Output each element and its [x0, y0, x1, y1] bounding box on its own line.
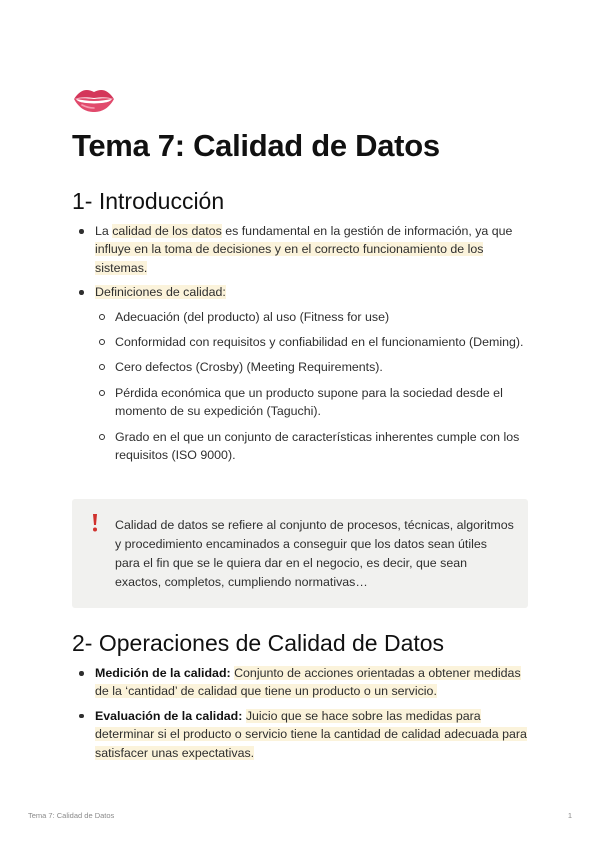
list-item-calidad-datos: [72, 222, 528, 277]
highlight-evaluacion: Juicio que se hace sobre las medidas para determinar si el producto o servicio tiene la cantidad de calidad adecuada para satisfacer unas expectativas.: [95, 708, 527, 760]
list-item-definiciones: [72, 283, 528, 464]
highlight-influye: influye en la toma de decisiones y en el correcto funcionamiento de los sistemas.: [95, 242, 484, 275]
section-heading-introduccion: 1- Introducción: [72, 188, 225, 214]
page-title: Tema 7: Calidad de Datos: [72, 128, 440, 163]
footer-title: Tema 7: Calidad de Datos: [28, 811, 115, 820]
definition-item: Adecuación (del producto) al uso (Fitness for use): [95, 308, 528, 326]
highlight-definiciones: Definiciones de calidad:: [95, 285, 226, 300]
text-segment: La: [95, 224, 113, 238]
term-medicion: Medición de la calidad:: [95, 666, 231, 680]
section-heading-operaciones: 2- Operaciones de Calidad de Datos: [72, 630, 445, 656]
exclamation-icon: [90, 513, 100, 533]
definition-item: Cero defectos (Crosby) (Meeting Requirements).: [95, 358, 528, 376]
callout-text: Calidad de datos se refiere al conjunto de procesos, técnicas, algoritmos y procedimiento encaminados a conseguir que los datos sean útiles para el fin que se le quiera dar en el negocio, es decir, que sean exactos, completos, cumpliendo normativas…: [115, 518, 514, 589]
definition-item: Conformidad con requisitos y confiabilidad en el funcionamiento (Deming).: [95, 333, 528, 351]
text-segment: es fundamental en la gestión de información, ya que: [221, 224, 513, 238]
highlight-calidad-datos: calidad de los datos: [112, 224, 222, 238]
definition-item: Grado en el que un conjunto de características inherentes cumple con los requisitos (ISO 9000).: [95, 428, 528, 465]
definitions-sublist: [95, 308, 528, 465]
highlight-medicion: Conjunto de acciones orientadas a obtener medidas de la ‘cantidad’ de calidad que tiene un producto o un servicio.: [95, 666, 521, 699]
definition-item: Pérdida económica que un producto supone para la sociedad desde el momento de su expedición (Taguchi).: [95, 384, 528, 421]
callout-box: [72, 499, 528, 608]
lips-biting-emoji-icon: [72, 84, 116, 114]
list-item-evaluacion: [72, 707, 528, 762]
term-evaluacion: Evaluación de la calidad:: [95, 708, 243, 723]
footer-page-number: 1: [567, 811, 572, 820]
list-item-medicion: [72, 664, 528, 701]
intro-list: [72, 222, 528, 471]
operations-list: [72, 664, 528, 768]
